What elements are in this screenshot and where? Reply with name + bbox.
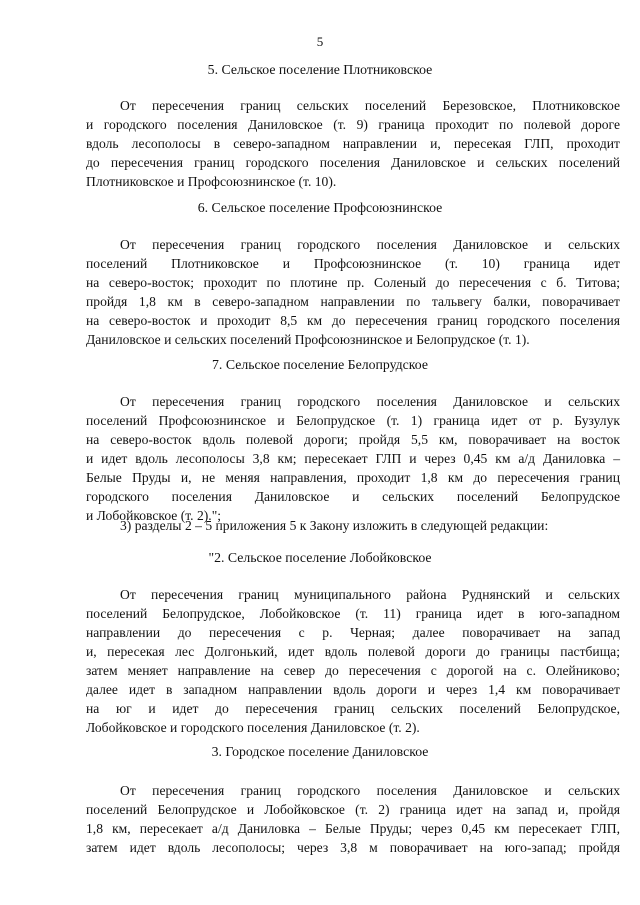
paragraph-line: и, пересекая лес Долгонький, идет вдоль полевой дороги до границы пастбища;: [86, 644, 620, 659]
paragraph-line: городского поселения Даниловское и сельских поселений Белопрудское: [86, 489, 620, 504]
paragraph-line: поселений Белопрудское, Лобойковское (т. 11) граница идет в юго-западном: [86, 606, 620, 621]
section-heading-7: 7. Сельское поселение Белопрудское: [212, 357, 428, 372]
paragraph-line: направлении до пересечения с р. Черная; далее поворачивает на запад: [86, 625, 620, 640]
page-number: 5: [316, 34, 324, 49]
paragraph-line: и Лобойковское (т. 2).";: [86, 508, 222, 523]
paragraph-line: От пересечения границ городского поселения Даниловское и сельских: [120, 394, 620, 409]
paragraph-line: поселений Профсоюзнинское и Белопрудское (т. 1) граница идет от р. Бузулук: [86, 413, 620, 428]
paragraph-line: на северо-восток; проходит по плотине пр. Соленый до пересечения с б. Титова;: [86, 275, 620, 290]
paragraph-line: пройдя 1,8 км в северо-западном направлении по тальвегу балки, поворачивает: [86, 294, 620, 309]
paragraph-line: на северо-восток вдоль полевой дороги; пройдя 5,5 км, поворачивает на восток: [86, 432, 620, 447]
paragraph-line: поселений Белопрудское и Лобойковское (т. 2) граница идет на запад и, пройдя: [86, 802, 620, 817]
paragraph-line: Даниловское и сельских поселений Профсоюзнинское и Белопрудское (т. 1).: [86, 332, 530, 347]
paragraph-line: и идет вдоль лесополосы 3,8 км; пересекает ГЛП и через 0,45 км а/д Даниловка –: [86, 451, 620, 466]
paragraph-line: Белые Пруды и, не меняя направления, проходит 1,8 км до пересечения границ: [86, 470, 620, 485]
section-heading-5: 5. Сельское поселение Плотниковское: [207, 62, 433, 77]
paragraph-line: поселений Плотниковское и Профсоюзнинское (т. 10) граница идет: [86, 256, 620, 271]
paragraph-line: на юг и идет до пересечения границ сельских поселений Белопрудское,: [86, 701, 620, 716]
paragraph-line: на северо-восток и проходит 8,5 км до пересечения границ городского поселения: [86, 313, 620, 328]
paragraph-line: затем меняет направление на север до пересечения с дорогой на с. Олейниково;: [86, 663, 620, 678]
paragraph-line: От пересечения границ городского поселения Даниловское и сельских: [120, 783, 620, 798]
amendment-line: 3) разделы 2 – 5 приложения 5 к Закону изложить в следующей редакции:: [120, 518, 549, 533]
paragraph-line: затем идет вдоль лесополосы; через 3,8 м поворачивает на юго-запад; пройдя: [86, 840, 620, 855]
paragraph-line: От пересечения границ муниципального района Руднянский и сельских: [120, 587, 620, 602]
section-heading-2: "2. Сельское поселение Лобойковское: [208, 550, 432, 565]
paragraph-line: От пересечения границ сельских поселений Березовское, Плотниковское: [120, 98, 620, 113]
paragraph-line: вдоль лесополосы в северо-западном направлении и, пересекая ГЛП, проходит: [86, 136, 620, 151]
paragraph-line: От пересечения границ городского поселения Даниловское и сельских: [120, 237, 620, 252]
section-heading-6: 6. Сельское поселение Профсоюзнинское: [197, 200, 443, 215]
paragraph-line: и городского поселения Даниловское (т. 9) граница проходит по полевой дороге: [86, 117, 620, 132]
paragraph-line: до пересечения границ городского поселения Даниловское и сельских поселений: [86, 155, 620, 170]
paragraph-line: далее идет в западном направлении вдоль дороги и через 1,4 км поворачивает: [86, 682, 620, 697]
paragraph-line: 1,8 км, пересекает а/д Даниловка – Белые Пруды; через 0,45 км пересекает ГЛП,: [86, 821, 620, 836]
section-heading-3: 3. Городское поселение Даниловское: [211, 744, 429, 759]
paragraph-line: Лобойковское и городского поселения Даниловское (т. 2).: [86, 720, 420, 735]
paragraph-line: Плотниковское и Профсоюзнинское (т. 10).: [86, 174, 337, 189]
